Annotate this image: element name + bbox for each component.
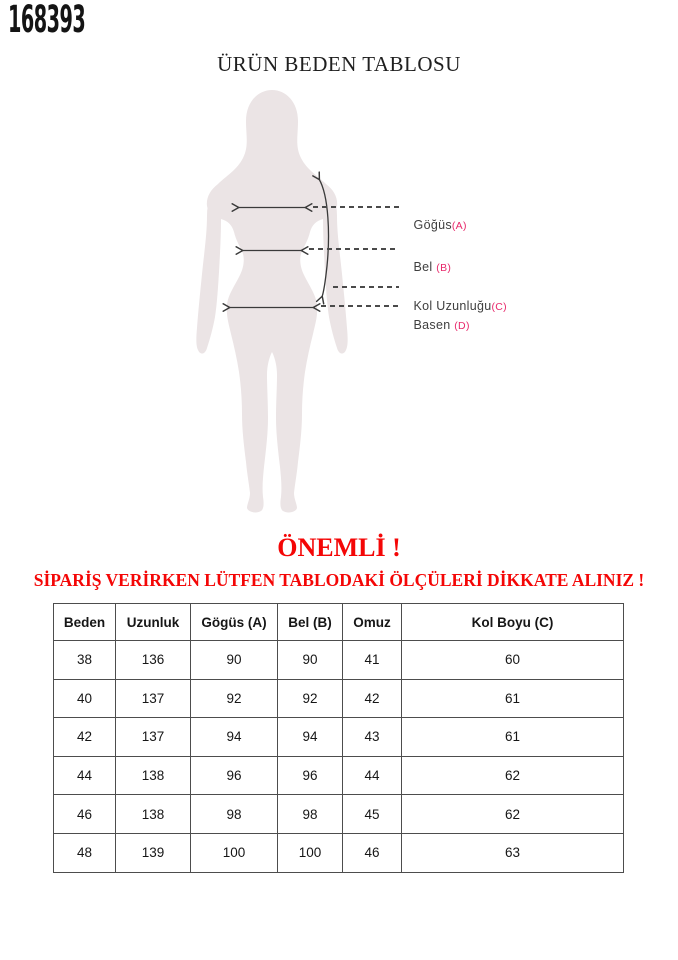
sleeve-measurement-label bbox=[406, 279, 507, 313]
table-cell: 44 bbox=[54, 756, 116, 795]
table-row bbox=[54, 718, 624, 757]
woman-silhouette-body bbox=[207, 90, 337, 512]
waist-leader-line bbox=[309, 248, 399, 250]
table-cell: 42 bbox=[54, 718, 116, 757]
header-uzunluk: Uzunluk bbox=[116, 604, 191, 641]
waist-label-text: Bel bbox=[413, 260, 437, 274]
sleeve-label-letter: (C) bbox=[491, 301, 507, 313]
table-cell: 137 bbox=[116, 718, 191, 757]
order-warning-text: SİPARİŞ VERİRKEN LÜTFEN TABLODAKİ ÖLÇÜLERİ DİKKATE ALINIZ ! bbox=[33, 570, 645, 590]
table-cell: 61 bbox=[402, 718, 624, 757]
table-cell: 92 bbox=[278, 679, 343, 718]
table-cell: 100 bbox=[191, 833, 278, 872]
chest-measurement-label bbox=[406, 198, 467, 232]
table-cell: 94 bbox=[278, 718, 343, 757]
table-cell: 94 bbox=[191, 718, 278, 757]
table-cell: 90 bbox=[278, 641, 343, 680]
header-omuz: Omuz bbox=[343, 604, 402, 641]
sleeve-label-text: Kol Uzunluğu bbox=[413, 299, 492, 313]
table-cell: 60 bbox=[402, 641, 624, 680]
header-bel: Bel (B) bbox=[278, 604, 343, 641]
page-title: ÜRÜN BEDEN TABLOSU bbox=[217, 52, 461, 76]
table-row bbox=[54, 641, 624, 680]
hip-leader-line bbox=[321, 305, 399, 307]
table-cell: 96 bbox=[278, 756, 343, 795]
chest-leader-line bbox=[313, 206, 399, 208]
sleeve-leader-line bbox=[333, 286, 399, 288]
header-gogus: Gögüs (A) bbox=[191, 604, 278, 641]
table-cell: 43 bbox=[343, 718, 402, 757]
table-cell: 96 bbox=[191, 756, 278, 795]
header-kol-boyu: Kol Boyu (C) bbox=[402, 604, 624, 641]
waist-measurement-label bbox=[406, 240, 452, 274]
table-row bbox=[54, 679, 624, 718]
size-table bbox=[53, 603, 624, 873]
table-cell: 41 bbox=[343, 641, 402, 680]
table-row bbox=[54, 756, 624, 795]
hip-label-letter: (D) bbox=[454, 320, 470, 332]
important-heading: ÖNEMLİ ! bbox=[277, 533, 401, 562]
table-cell: 98 bbox=[278, 795, 343, 834]
table-cell: 61 bbox=[402, 679, 624, 718]
table-cell: 38 bbox=[54, 641, 116, 680]
table-cell: 98 bbox=[191, 795, 278, 834]
table-cell: 40 bbox=[54, 679, 116, 718]
chest-label-text: Göğüs bbox=[413, 218, 452, 232]
table-cell: 138 bbox=[116, 795, 191, 834]
hip-measurement-label bbox=[406, 298, 470, 332]
table-cell: 44 bbox=[343, 756, 402, 795]
table-cell: 62 bbox=[402, 795, 624, 834]
table-cell: 90 bbox=[191, 641, 278, 680]
table-cell: 45 bbox=[343, 795, 402, 834]
table-cell: 137 bbox=[116, 679, 191, 718]
chest-label-letter: (A) bbox=[451, 220, 467, 232]
table-cell: 46 bbox=[54, 795, 116, 834]
table-cell: 139 bbox=[116, 833, 191, 872]
table-cell: 136 bbox=[116, 641, 191, 680]
table-cell: 63 bbox=[402, 833, 624, 872]
table-cell: 46 bbox=[343, 833, 402, 872]
table-cell: 48 bbox=[54, 833, 116, 872]
product-code: 168393 bbox=[8, 0, 86, 41]
table-cell: 100 bbox=[278, 833, 343, 872]
size-table-header-row bbox=[54, 604, 624, 641]
table-cell: 92 bbox=[191, 679, 278, 718]
table-cell: 42 bbox=[343, 679, 402, 718]
header-beden: Beden bbox=[54, 604, 116, 641]
table-cell: 62 bbox=[402, 756, 624, 795]
woman-silhouette-left-arm bbox=[196, 185, 221, 354]
hip-label-text: Basen bbox=[413, 318, 455, 332]
table-row bbox=[54, 833, 624, 872]
body-measurement-figure bbox=[172, 78, 372, 518]
table-cell: 138 bbox=[116, 756, 191, 795]
table-row bbox=[54, 795, 624, 834]
waist-label-letter: (B) bbox=[436, 262, 452, 274]
